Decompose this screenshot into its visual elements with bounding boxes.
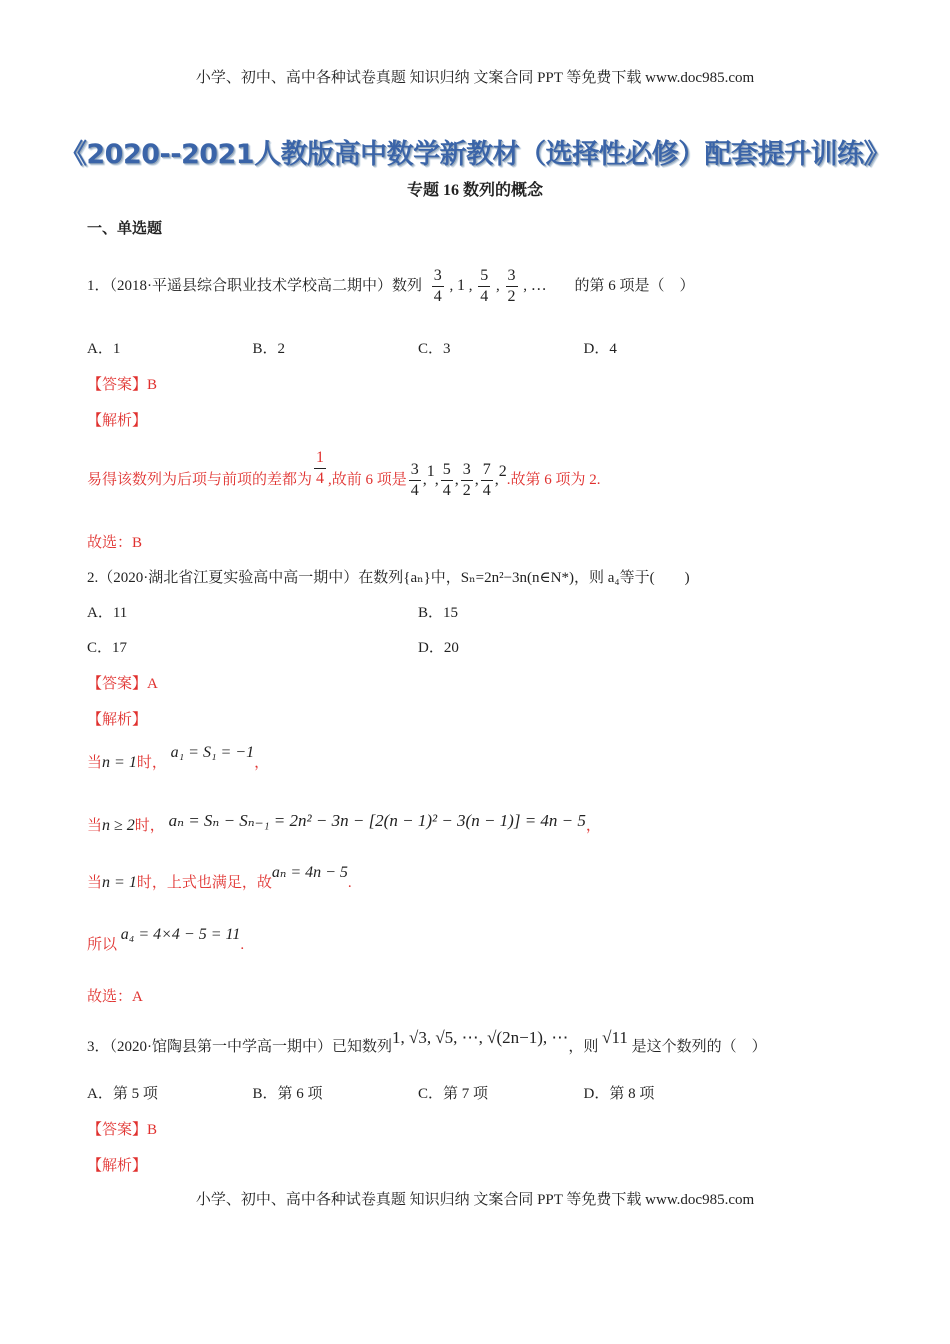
question-stem: 1．（2018·平遥县综合职业技术学校高二期中）数列 (87, 278, 422, 294)
q2-step-1: 当n = 1时， a₁ = S₁ = −1， (87, 744, 270, 771)
option-a: A．11 (87, 605, 128, 621)
fraction: $\frac{3}{2}$ (507, 267, 516, 306)
q1-choice: 故选：B (87, 535, 143, 551)
page-footer: 小学、初中、高中各种试卷真题 知识归纳 文案合同 PPT 等免费下载 www.doc985.com (195, 1192, 755, 1208)
document-title: 《2020--2021人教版高中数学新教材（选择性必修）配套提升训练》 (59, 139, 891, 170)
q2-answer: 【答案】A (87, 676, 158, 692)
fraction: $\frac{3}{4}$ (410, 460, 419, 499)
page-header: 小学、初中、高中各种试卷真题 知识归纳 文案合同 PPT 等免费下载 www.doc985.com (195, 70, 755, 86)
fraction: $\frac{7}{4}$ (482, 460, 491, 499)
fraction: $\frac{5}{4}$ (442, 460, 451, 499)
question-tail: 的第 6 项是（ ） (574, 278, 695, 294)
q1-analysis-label: 【解析】 (87, 413, 148, 429)
sequence-term: … (530, 277, 547, 294)
question-2: 2.（2020·湖北省江夏实验高中高一期中）在数列{aₙ}中，Sₙ=2n²−3n(n∈N*)，则 a₄等于( ) (87, 570, 690, 586)
option-d: D．4 (583, 341, 617, 357)
option-c: C．17 (87, 640, 128, 656)
option-a: A．第 5 项 (87, 1086, 158, 1102)
q2-step-4: 所以 a₄ = 4×4 − 5 = 11. (87, 926, 245, 953)
q2-step-3: 当n = 1时，上式也满足，故aₙ = 4n − 5. (87, 864, 352, 891)
topic-subtitle: 专题 16 数列的概念 (406, 182, 543, 199)
sequence-term: 1 (457, 277, 465, 294)
option-c: C．3 (418, 341, 451, 357)
fraction: $\frac{3}{2}$ (462, 460, 471, 499)
q2-step-2: 当n ≥ 2时， aₙ = Sₙ − Sₙ₋₁ = 2n² − 3n − [2(n − 1)² − 3(n − 1)] = 4n − 5， (87, 811, 601, 834)
option-d: D．第 8 项 (583, 1086, 655, 1102)
q1-explanation: 易得该数列为后项与前项的差都为 $\frac{1}{4}$ ,故前 6 项是 $\frac{3}{4}$ ,1, $\frac{5}{4}$ , $\frac{3}{2}$ , $\frac{7}{4}$ ,2.故第 6 项为 2. (87, 449, 601, 499)
q1-answer: 【答案】B (87, 377, 158, 393)
sequence-formula: $\frac{3}{4}$ , 1 , $\frac{5}{4}$ , $\frac{3}{2}$ , … (433, 267, 547, 306)
option-b: B．15 (418, 605, 459, 621)
q2-analysis-label: 【解析】 (87, 712, 148, 728)
option-c: C．第 7 项 (418, 1086, 489, 1102)
sequence-term: 1 (426, 463, 435, 480)
q2-choice: 故选：A (87, 989, 143, 1005)
option-d: D．20 (418, 640, 459, 656)
option-b: B．2 (252, 341, 286, 357)
section-heading: 一、单选题 (87, 221, 163, 237)
option-b: B．第 6 项 (252, 1086, 323, 1102)
question-3: 3．（2020·馆陶县第一中学高一期中）已知数列1, √3, √5, ⋯, √(2n−1), ⋯，则 √11 是这个数列的（ ） (87, 1028, 767, 1055)
option-a: A．1 (87, 341, 121, 357)
fraction: $\frac{1}{4}$ (316, 449, 325, 488)
q3-answer: 【答案】B (87, 1122, 158, 1138)
question-1 (87, 256, 695, 316)
q3-analysis-label: 【解析】 (87, 1158, 148, 1174)
fraction: $\frac{3}{4}$ (433, 267, 442, 306)
fraction: $\frac{5}{4}$ (480, 267, 489, 306)
sequence-term: 2 (498, 463, 507, 480)
sequence-formula: 1, √3, √5, ⋯, √(2n−1), ⋯ (392, 1028, 569, 1047)
